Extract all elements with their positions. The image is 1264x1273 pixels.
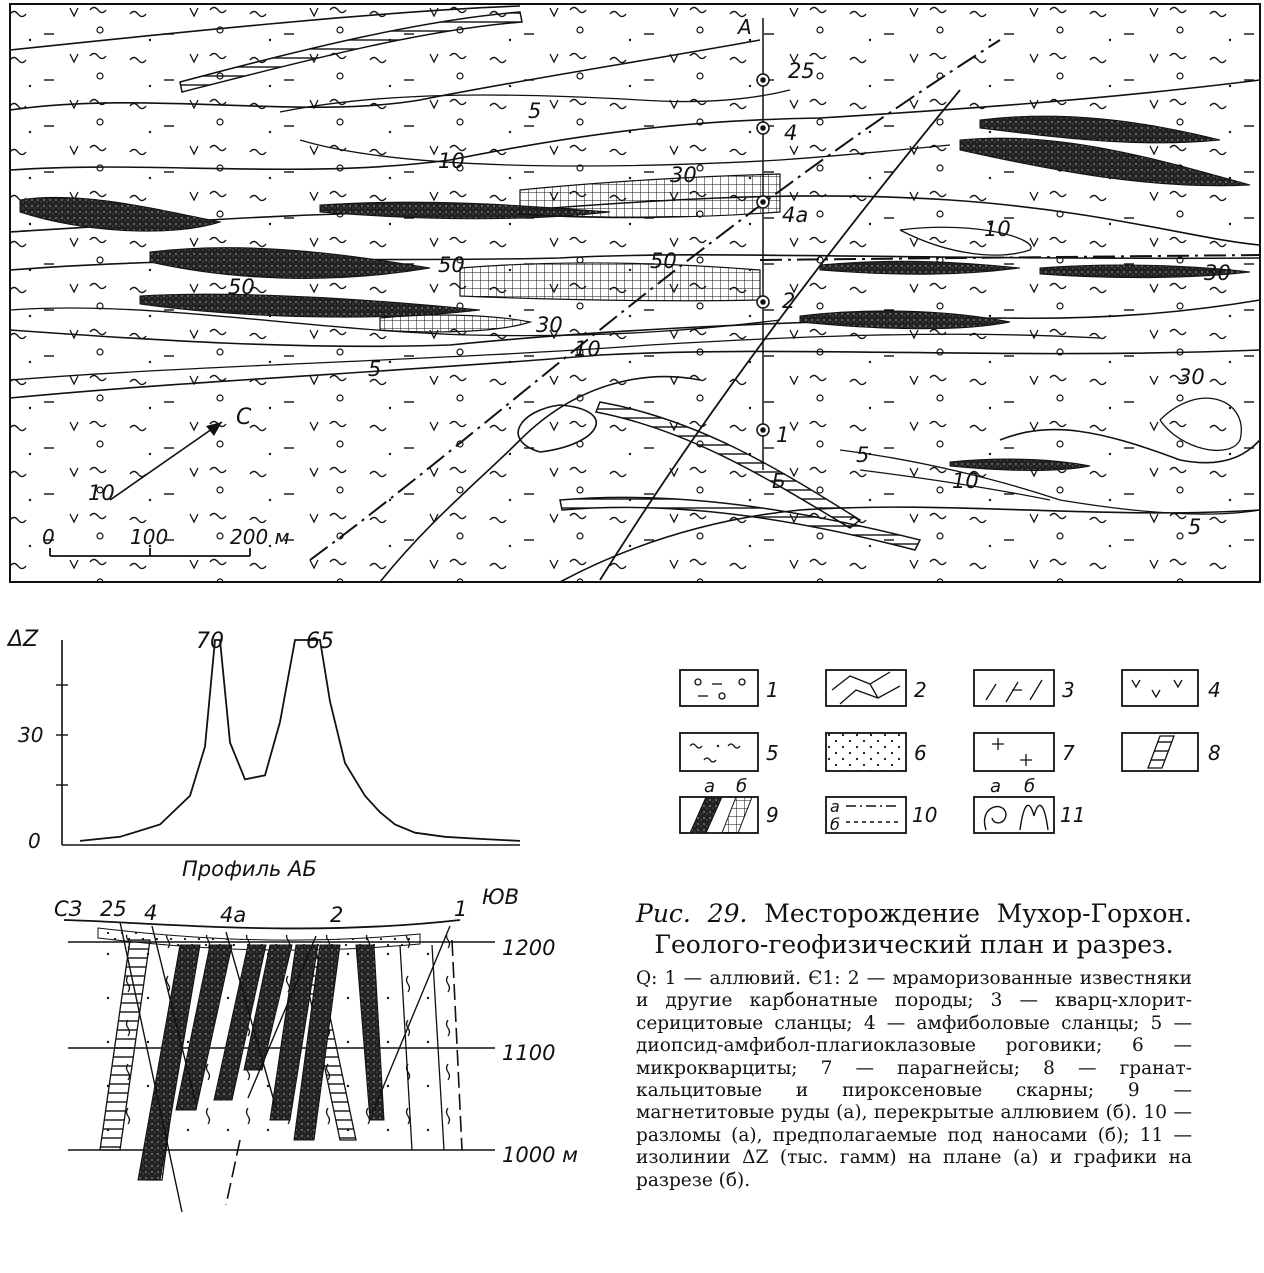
plan-well-4a: 4а <box>782 203 809 227</box>
legend-label-8: 8 <box>1208 741 1221 765</box>
section-well-4: 4 <box>144 901 158 925</box>
legend-label-1: 1 <box>766 678 779 702</box>
contour-label: 10 <box>438 149 465 173</box>
contour-label: 50 <box>650 249 677 273</box>
geological-plan <box>10 4 1260 582</box>
contour-label: 30 <box>670 163 697 187</box>
scale-label-100: 100 <box>130 525 169 549</box>
contour-label: 10 <box>952 469 979 493</box>
contour-label: 5 <box>368 357 382 381</box>
legend-sub-b-11: б <box>1024 776 1036 797</box>
legend-swatch-1 <box>680 670 758 706</box>
contour-label: 10 <box>574 337 601 361</box>
plan-well-25: 25 <box>788 59 815 83</box>
legend-sub-b-10: б <box>830 815 840 834</box>
legend-swatch-4 <box>1122 670 1198 706</box>
contour-label: 5 <box>528 99 542 123</box>
section-well-1: 1 <box>454 897 468 921</box>
legend <box>680 670 1221 834</box>
legend-sub-a-10: а <box>830 797 840 816</box>
section-surface <box>64 920 460 928</box>
legend-label-3: 3 <box>1062 678 1075 702</box>
section-se-label: ЮВ <box>482 885 520 909</box>
legend-label-2: 2 <box>914 678 927 702</box>
legend-label-9: 9 <box>766 803 779 827</box>
legend-sub-a-11: а <box>990 776 1002 797</box>
caption-title-block <box>636 898 1192 960</box>
elevation-1100: 1100 <box>502 1041 556 1065</box>
legend-label-10: 10 <box>912 803 938 827</box>
cross-section <box>54 885 578 1212</box>
section-well-4a: 4а <box>220 903 247 927</box>
caption-figure-number: Рис. 29. <box>636 899 748 928</box>
profile-chart <box>6 627 520 881</box>
contour-label: 30 <box>1204 261 1231 285</box>
caption-body: Q: 1 — аллювий. Є1: 2 — мраморизованные известняки и другие карбонатные породы; 3 — кварц-хлорит-серицитовые сланцы; 4 — амфиболовые сланцы; 5 — диопсид-амфибол-плагиоклазовые роговики; 6 — микрокварциты; 7 — парагнейсы; 8 — гранат-кальцитовые и пироксеновые скарны; 9 — магнетитовые руды (а), перекрытые аллювием (б). 10 — разломы (а), предполагаемые под наносами (б); 11 — изолинии ΔZ (тыс. гамм) на плане (а) и графики на разрезе (б). <box>636 968 1192 1191</box>
scale-label-0: 0 <box>42 525 55 549</box>
legend-sub-b-9: б <box>736 776 748 797</box>
profile-curve <box>80 640 520 841</box>
profile-title: Профиль АБ <box>182 857 317 881</box>
contour-label: 50 <box>438 253 465 277</box>
plan-well-4: 4 <box>784 121 798 145</box>
north-contour-label: 10 <box>88 481 115 505</box>
section-well-2: 2 <box>330 903 344 927</box>
peak-label-65: 65 <box>306 629 334 654</box>
north-label: С <box>236 405 252 430</box>
profile-start-label: А <box>738 15 752 39</box>
contour-label: 5 <box>1188 515 1202 539</box>
elevation-1200: 1200 <box>502 936 556 960</box>
y-tick-label-0: 0 <box>28 829 41 853</box>
y-tick-label-30: 30 <box>18 723 44 747</box>
section-well-25: 25 <box>100 897 127 921</box>
scale-label-200: 200 м <box>230 525 290 549</box>
legend-label-4: 4 <box>1208 678 1221 702</box>
legend-label-7: 7 <box>1062 741 1075 765</box>
legend-label-5: 5 <box>766 741 779 765</box>
peak-label-70: 70 <box>196 629 224 654</box>
legend-swatch-6 <box>826 733 906 771</box>
legend-label-6: 6 <box>914 741 927 765</box>
section-nw-label: СЗ <box>54 897 83 921</box>
contour-label: 5 <box>856 443 870 467</box>
legend-label-11: 11 <box>1060 803 1086 827</box>
caption-title: Месторождение Мухор-Горхон. Геолого-геофизический план и разрез. <box>654 899 1192 959</box>
contour-label: 30 <box>1178 365 1205 389</box>
plan-well-1: 1 <box>776 423 790 447</box>
contour-label: 10 <box>984 217 1011 241</box>
legend-swatch-5 <box>680 733 758 771</box>
profile-end-label: Б <box>772 469 786 493</box>
legend-swatch-2 <box>826 670 906 706</box>
elevation-1000: 1000 м <box>502 1143 578 1167</box>
contour-label: 50 <box>228 275 255 299</box>
legend-sub-a-9: а <box>704 776 716 797</box>
plan-well-2: 2 <box>782 289 796 313</box>
figure-caption <box>636 898 1192 1192</box>
legend-swatch-7 <box>974 733 1054 771</box>
y-axis-label: ΔZ <box>8 627 39 652</box>
contour-label: 30 <box>536 313 563 337</box>
